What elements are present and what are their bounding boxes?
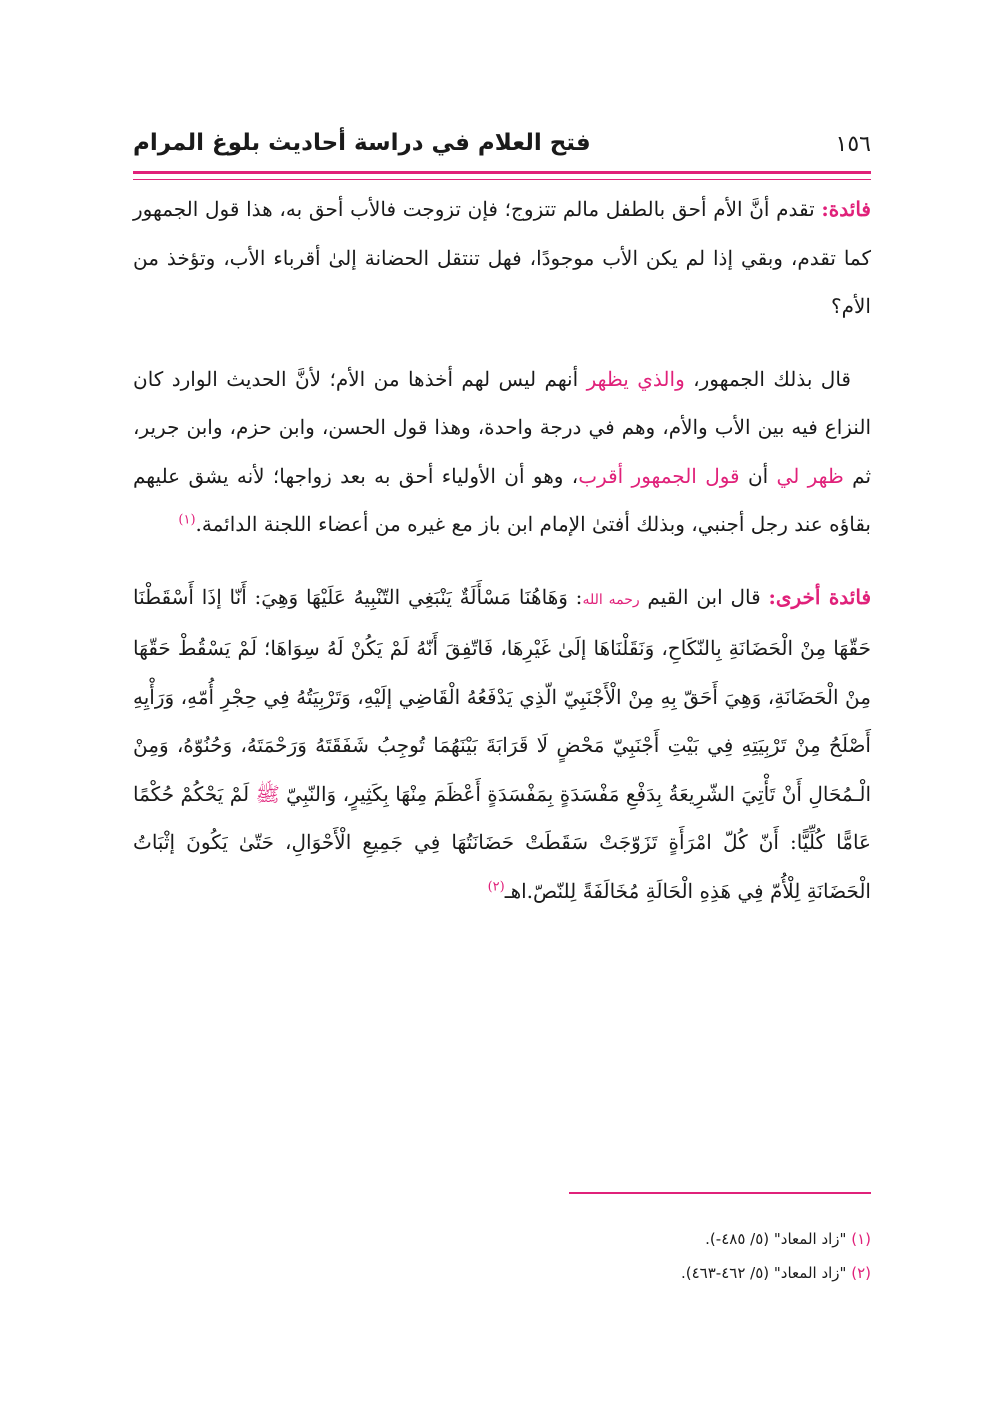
footnote-ref-1[interactable]: (١) xyxy=(178,512,196,528)
honorific-glyph: رحمه الله xyxy=(582,591,640,608)
footnote-number: (١) xyxy=(851,1230,871,1248)
text-run: قال ابن القيم xyxy=(639,584,769,609)
page-header xyxy=(133,128,871,168)
footnote-text: "زاد المعاد" (٥/ ٤٨٥-). xyxy=(705,1230,852,1248)
paragraph-another-benefit xyxy=(133,573,871,916)
footnote-1 xyxy=(133,1222,871,1256)
footnote-number: (٢) xyxy=(851,1264,871,1282)
text-run: أن xyxy=(739,463,777,488)
paragraph-benefit xyxy=(133,185,871,331)
text-run: أنهم ليس لهم أخذها من الأم؛ لأنَّ الحديث الوارد كان النزاع فيه بين الأب والأم، وهم في درجة واحدة، وهذا قول الحسن، وابن حزم، وابن جرير، ثم xyxy=(133,366,872,488)
highlight-phrase: والذي يظهر xyxy=(586,366,685,391)
salutation-glyph: ﷺ xyxy=(255,781,280,806)
quote-text: لَمْ يَحْكُمْ حُكْمًا عَامًّا كُلِّيًّا: أَنّ كُلّ امْرَأَةٍ تَزَوّجَتْ سَقَطَتْ حَضَانَتُهَا فِي جَمِيعِ الْأَحْوَالِ، حَتّىٰ يَكُونَ إثْبَاتُ الْحَضَانَةِ لِلْأُمّ فِي هَذِهِ الْحَالَةِ مُخَالَفَةً لِلنّصّ.اهـ xyxy=(133,781,871,903)
text-run: قال بذلك الجمهور، xyxy=(684,366,851,391)
page-number: ١٥٦ xyxy=(835,132,871,157)
quote-text: : وَهَاهُنَا مَسْأَلَةٌ يَنْبَغِي التّنْبِيهُ عَلَيْهَا وَهِيَ: أَنّا إذَا أَسْقَطْنَا حَقّهَا مِنْ الْحَضَانَةِ بِالنّكَاحِ، وَنَقَلْنَاهَا إلَىٰ غَيْرِهَا، فَاتّفِقَ أَنّهُ لَمْ يَكُنْ لَهُ سِوَاهَا؛ لَمْ يَسْقُطْ حَقّهَا مِنْ الْحَضَانَةِ، وَهِيَ أَحَقّ بِهِ مِنْ الْأَجْنَبِيّ الّذِي يَدْفَعُهُ الْقَاضِي إلَيْهِ، وَتَرْبِيَتُهُ فِي حِجْرِ أُمّهِ، وَرَأْيِهِ أَصْلَحُ مِنْ تَرْبِيَتِهِ فِي بَيْتِ أَجْنَبِيّ مَحْضٍ لَا قَرَابَةَ بَيْنَهُمَا تُوجِبُ شَفَقَتَهُ وَرَحْمَتَهُ، وَحُنُوّهُ، وَمِنْ الْـمُحَالِ أَنْ تَأْتِيَ الشّرِيعَةُ بِدَفْعِ مَفْسَدَةٍ بِمَفْسَدَةٍ أَعْظَمَ مِنْهَا بِكَثِيرٍ، وَالنّبِيّ xyxy=(133,584,872,806)
footnote-divider xyxy=(569,1192,871,1194)
highlight-phrase: ظهر لي xyxy=(776,463,844,488)
footnote-ref-2[interactable]: (٢) xyxy=(487,878,505,894)
footnote-2 xyxy=(133,1256,871,1290)
text-run: ، وهو أن الأولياء أحق به بعد زواجها؛ لأنه يشق عليهم بقاؤه عند رجل أجنبي، وبذلك أفتىٰ الإمام ابن باز مع غيره من أعضاء اللجنة الدائمة. xyxy=(133,463,871,536)
header-rule-thin xyxy=(133,179,871,180)
another-benefit-heading: فائدة أخرى: xyxy=(768,584,872,609)
main-text xyxy=(133,185,871,915)
highlight-phrase: قول الجمهور أقرب xyxy=(578,463,740,488)
paragraph-text: تقدم أنَّ الأم أحق بالطفل مالم تتزوج؛ فإن تزوجت فالأب أحق به، هذا قول الجمهور كما تقدم، وبقي إذا لم يكن الأب موجودًا، فهل تنتقل الحضانة إلىٰ أقرباء الأب، وتؤخذ من الأم؟ xyxy=(133,197,871,318)
footnotes xyxy=(133,1222,871,1290)
book-title: فتح العلام في دراسة أحاديث بلوغ المرام xyxy=(133,130,591,156)
benefit-heading: فائدة: xyxy=(821,197,871,221)
footnote-text: "زاد المعاد" (٥/ ٤٦٢-٤٦٣). xyxy=(680,1264,852,1282)
paragraph-opinion xyxy=(133,355,871,549)
header-rule-thick xyxy=(133,171,871,174)
